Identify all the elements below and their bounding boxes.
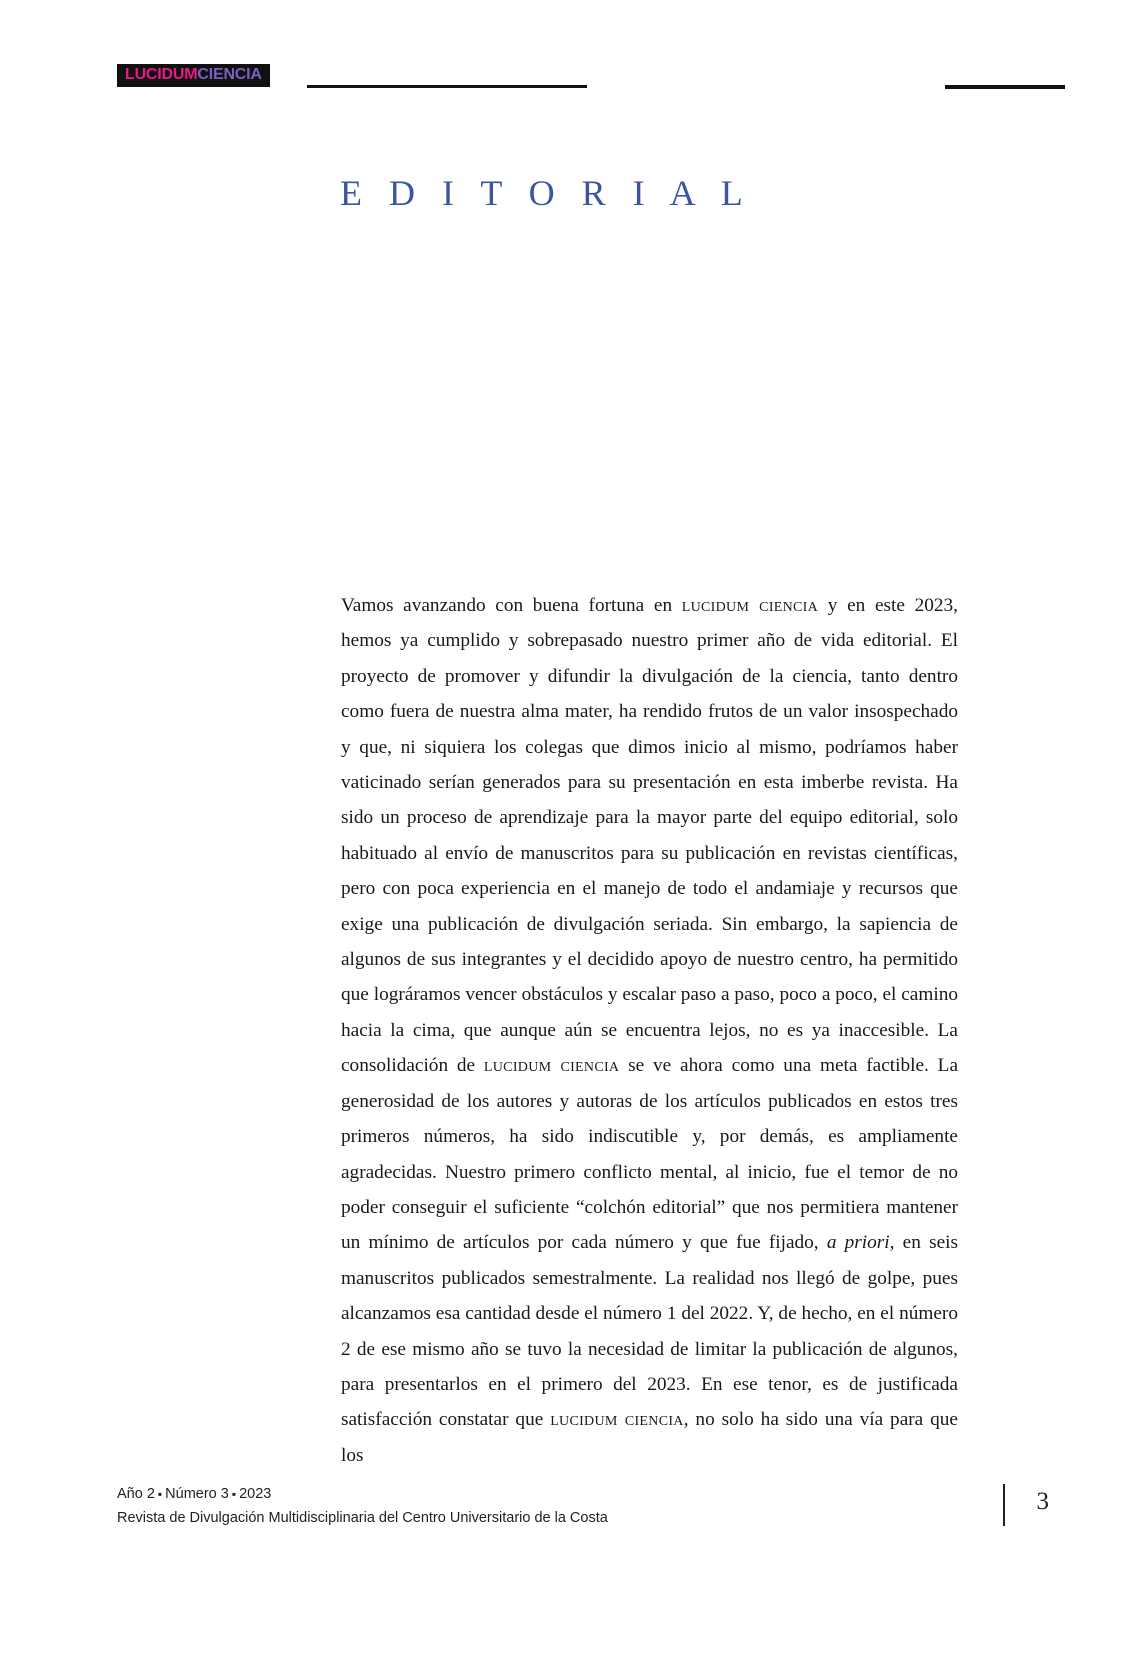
page-header [117, 64, 1065, 88]
footer-line-1 [117, 1482, 608, 1506]
page-title: E D I T O R I A L [340, 173, 752, 213]
masthead-word-lucidum: LUCIDUM [125, 66, 198, 83]
footer-line-2: Revista de Divulgación Multidisciplinaria del Centro Universitario de la Costa [117, 1510, 608, 1526]
journal-name-mention: lucidum ciencia [550, 1409, 684, 1431]
text-run: Vamos avanzando con buena fortuna en [341, 595, 682, 616]
footer-year: Año 2 [117, 1486, 155, 1502]
page-number: 3 [1036, 1488, 1049, 1515]
text-run: , en seis manuscritos publicados semestralmente. La realidad nos llegó de golpe, pues alcanzamos esa cantidad desde el número 1 del 2022. Y, de hecho, en el número 2 de ese mismo año se tuvo la necesidad de limitar la publicación de algunos, para presentarlos en el primero del 2023. En ese tenor, es de justificada satisfacción constatar que [341, 1232, 958, 1431]
header-rule-right [945, 85, 1065, 89]
journal-name-mention: lucidum ciencia [681, 595, 819, 616]
text-run: se ve ahora como una meta factible. La generosidad de los autores y autoras de los artículos publicados en estos tres primeros números, ha sido indiscutible y, por demás, es ampliamente agradecidas. Nuestro primero conflicto mental, al inicio, fue el temor de no poder conseguir el suficiente “colchón editorial” que nos permitiera mantener un mínimo de artículos por cada número y que fue fijado, [341, 1055, 959, 1254]
footer-date: 2023 [239, 1486, 272, 1502]
footer-separator-icon: ▪ [157, 1487, 163, 1501]
footer-divider [1003, 1484, 1005, 1526]
footer-number: Número 3 [165, 1486, 229, 1502]
page-footer [117, 1482, 1065, 1534]
text-run: y en este 2023, hemos ya cumplido y sobrepasado nuestro primer año de vida editorial. El proyecto de promover y difundir la divulgación de la ciencia, tanto dentro como fuera de nuestra alma mater, ha rendido frutos de un valor insospechado y que, ni siquiera los colegas que dimos inicio al mismo, podríamos haber vaticinado serían generados para su presentación en esta imberbe revista. Ha sido un proceso de aprendizaje para la mayor parte del equipo editorial, solo habituado al envío de manuscritos para su publicación en revistas científicas, pero con poca experiencia en el manejo de todo el andamiaje y recursos que exige una publicación de divulgación seriada. Sin embargo, la sapiencia de algunos de sus integrantes y el decidido apoyo de nuestro centro, ha permitido que lográramos vencer obstáculos y escalar paso a paso, poco a poco, el camino hacia la cima, que aunque aún se encuentra lejos, no es ya inaccesible. La consolidación de [341, 595, 958, 1077]
header-rule-left [307, 85, 587, 88]
footer-separator-icon: ▪ [231, 1487, 237, 1501]
article-body [341, 588, 958, 1473]
italic-phrase: a priori [826, 1232, 890, 1254]
footer-issue-info [117, 1482, 608, 1530]
paragraph-1 [341, 588, 958, 1473]
masthead-logo [117, 64, 270, 87]
masthead-word-ciencia: CIENCIA [197, 66, 262, 83]
journal-name-mention: lucidum ciencia [483, 1055, 620, 1077]
text-run: , no solo ha sido una vía para que los [341, 1409, 958, 1466]
